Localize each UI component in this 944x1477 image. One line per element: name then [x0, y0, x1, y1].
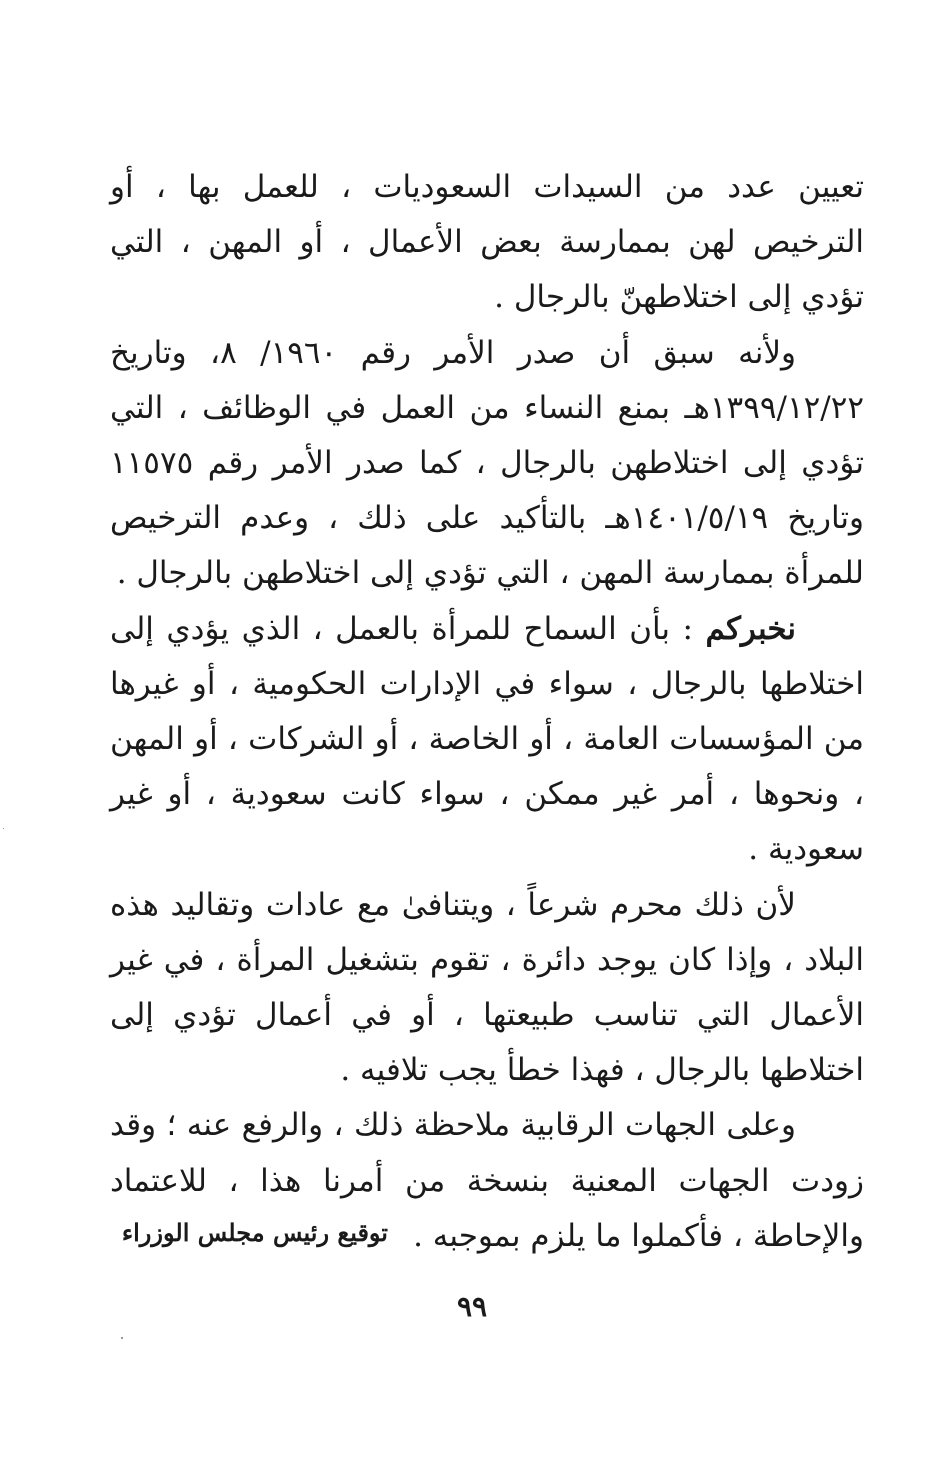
signature-line: توقيع رئيس مجلس الوزراء	[121, 1218, 388, 1247]
paragraph-2	[110, 326, 864, 602]
paragraph-4	[110, 878, 864, 1099]
paragraph-1-text: تعيين عدد من السيدات السعوديات ، للعمل بها ، أو الترخيص لهن بممارسة بعض الأعمال ، أو المهن ، التي تؤدي إلى اختلاطهنّ بالرجال .	[110, 169, 864, 316]
paragraph-2-text: ولأنه سبق أن صدر الأمر رقم ١٩٦٠/ ٨، وتاريخ ١٣٩٩/١٢/٢٢هـ بمنع النساء من العمل في الوظائف ، التي تؤدي إلى اختلاطهن بالرجال ، كما صدر الأمر رقم ١١٥٧٥ وتاريخ ١٤٠١/٥/١٩هـ بالتأكيد على ذلك ، وعدم الترخيص للمرأة بممارسة المهن ، التي تؤدي إلى اختلاطهن بالرجال .	[110, 334, 864, 592]
scan-speck	[3, 828, 4, 829]
paragraph-3	[110, 602, 864, 878]
paragraph-3-lead: نخبركم	[705, 610, 796, 647]
paragraph-3-text: : بأن السماح للمرأة بالعمل ، الذي يؤدي إلى اختلاطها بالرجال ، سواء في الإدارات الحكومية ، أو غيرها من المؤسسات العامة ، أو الخاصة ، أو الشركات ، أو المهن ، ونحوها ، أمر غير ممكن ، سواء كانت سعودية ، أو غير سعودية .	[110, 610, 864, 868]
paragraph-5-text: وعلى الجهات الرقابية ملاحظة ذلك ، والرفع عنه ؛ وقد زودت الجهات المعنية بنسخة من أمرنا هذا ، للاعتماد والإحاطة ، فأكملوا ما يلزم بموجبه .	[110, 1107, 864, 1254]
scan-speck	[121, 1337, 123, 1339]
page-number: ٩٩	[456, 1290, 488, 1323]
paragraph-4-text: لأن ذلك محرم شرعاً ، ويتنافىٰ مع عادات وتقاليد هذه البلاد ، وإذا كان يوجد دائرة ، تقوم بتشغيل المرأة ، في غير الأعمال التي تناسب طبيعتها ، أو في أعمال تؤدي إلى اختلاطها بالرجال ، فهذا خطأ يجب تلافيه .	[110, 886, 864, 1089]
body-text	[110, 160, 864, 1264]
paragraph-1	[110, 160, 864, 326]
